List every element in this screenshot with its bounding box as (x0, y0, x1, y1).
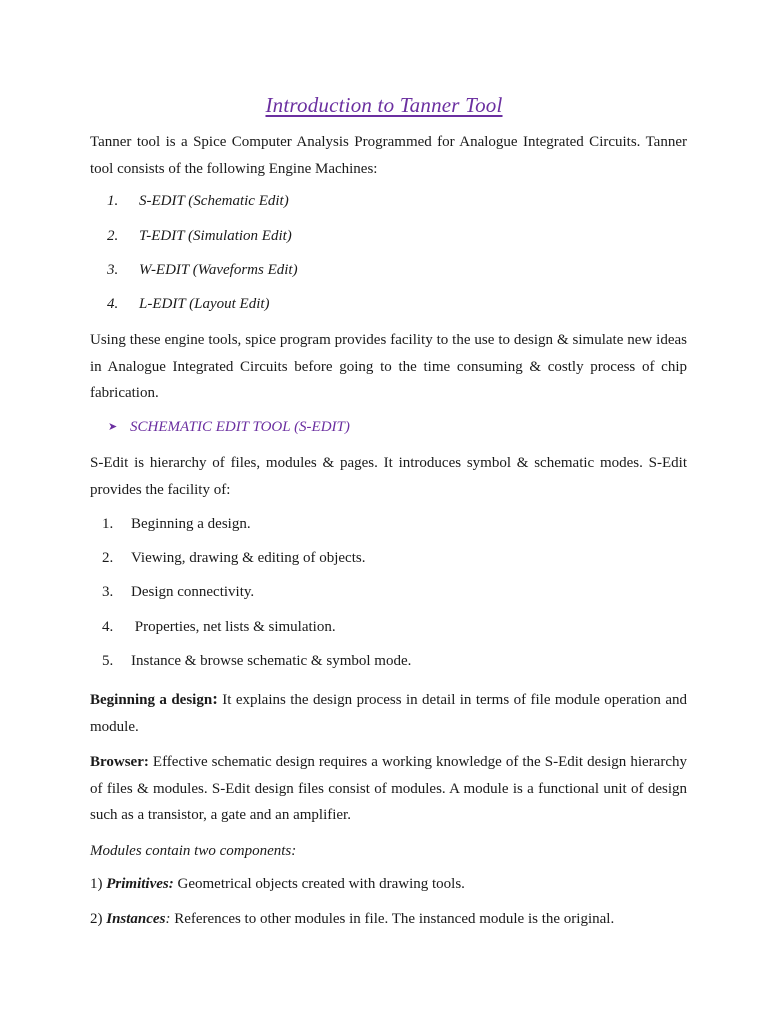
arrow-bullet-icon: ➤ (108, 421, 118, 433)
list-item-text: T-EDIT (Simulation Edit) (139, 228, 292, 244)
instances-colon: : (165, 911, 171, 927)
using-paragraph: Using these engine tools, spice program provides facility to the use to design & simulate new ideas in Analogue Integrated Circuits before going to the time consuming & costly process of chip fabrication. (90, 332, 687, 401)
list-item-text: Instance & browse schematic & symbol mode. (131, 653, 412, 669)
primitives-prefix: 1) (90, 876, 107, 892)
browser-paragraph (90, 749, 687, 829)
intro-paragraph: Tanner tool is a Spice Computer Analysis Programmed for Analogue Integrated Circuits. Tanner tool consists of the following Engine Machines: (90, 134, 687, 177)
beginning-label: Beginning a design (90, 692, 213, 708)
primitives-label: Primitives: (106, 876, 174, 892)
section-heading-text: SCHEMATIC EDIT TOOL (S-EDIT) (130, 419, 350, 435)
instances-line (90, 906, 687, 933)
list-item-text: Properties, net lists & simulation. (131, 619, 336, 635)
modules-heading: Modules contain two components: (90, 843, 297, 859)
section-heading (108, 419, 350, 436)
beginning-text: It explains the design process in detail in terms of file module operation and module. (90, 692, 687, 735)
instances-label: Instances (106, 911, 166, 927)
list-item-text: Viewing, drawing & editing of objects. (131, 550, 366, 566)
browser-text: Effective schematic design requires a working knowledge of the S-Edit design hierarchy of files & modules. S-Edit design files consist of modules. A module is a functional unit of design such as a transistor, a gate and an amplifier. (90, 754, 687, 823)
list-item-text: S-EDIT (Schematic Edit) (139, 193, 289, 209)
list-item-number: 2. (102, 550, 114, 566)
list-item-number: 4. (107, 296, 119, 312)
primitives-text: Geometrical objects created with drawing tools. (173, 876, 465, 892)
page-title: Introduction to Tanner Tool (265, 93, 503, 117)
beginning-colon: : (212, 689, 218, 708)
list-item-number: 3. (102, 584, 114, 600)
list-item-number: 2. (107, 228, 119, 244)
instances-text: References to other modules in file. The instanced module is the original. (170, 911, 615, 927)
primitives-line (90, 871, 687, 898)
list-item-number: 3. (107, 262, 119, 278)
list-item-text: Beginning a design. (131, 516, 251, 532)
instances-prefix: 2) (90, 911, 107, 927)
list-item-number: 4. (102, 619, 114, 635)
list-item-number: 1. (107, 193, 119, 209)
list-item-number: 1. (102, 516, 114, 532)
browser-label: Browser: (90, 754, 149, 770)
sedit-paragraph: S-Edit is hierarchy of files, modules & pages. It introduces symbol & schematic modes. S-Edit provides the facility of: (90, 455, 687, 498)
list-item-text: L-EDIT (Layout Edit) (139, 296, 270, 312)
list-item-text: W-EDIT (Waveforms Edit) (139, 262, 298, 278)
list-item-number: 5. (102, 653, 114, 669)
beginning-paragraph (90, 686, 687, 740)
list-item-text: Design connectivity. (131, 584, 255, 600)
